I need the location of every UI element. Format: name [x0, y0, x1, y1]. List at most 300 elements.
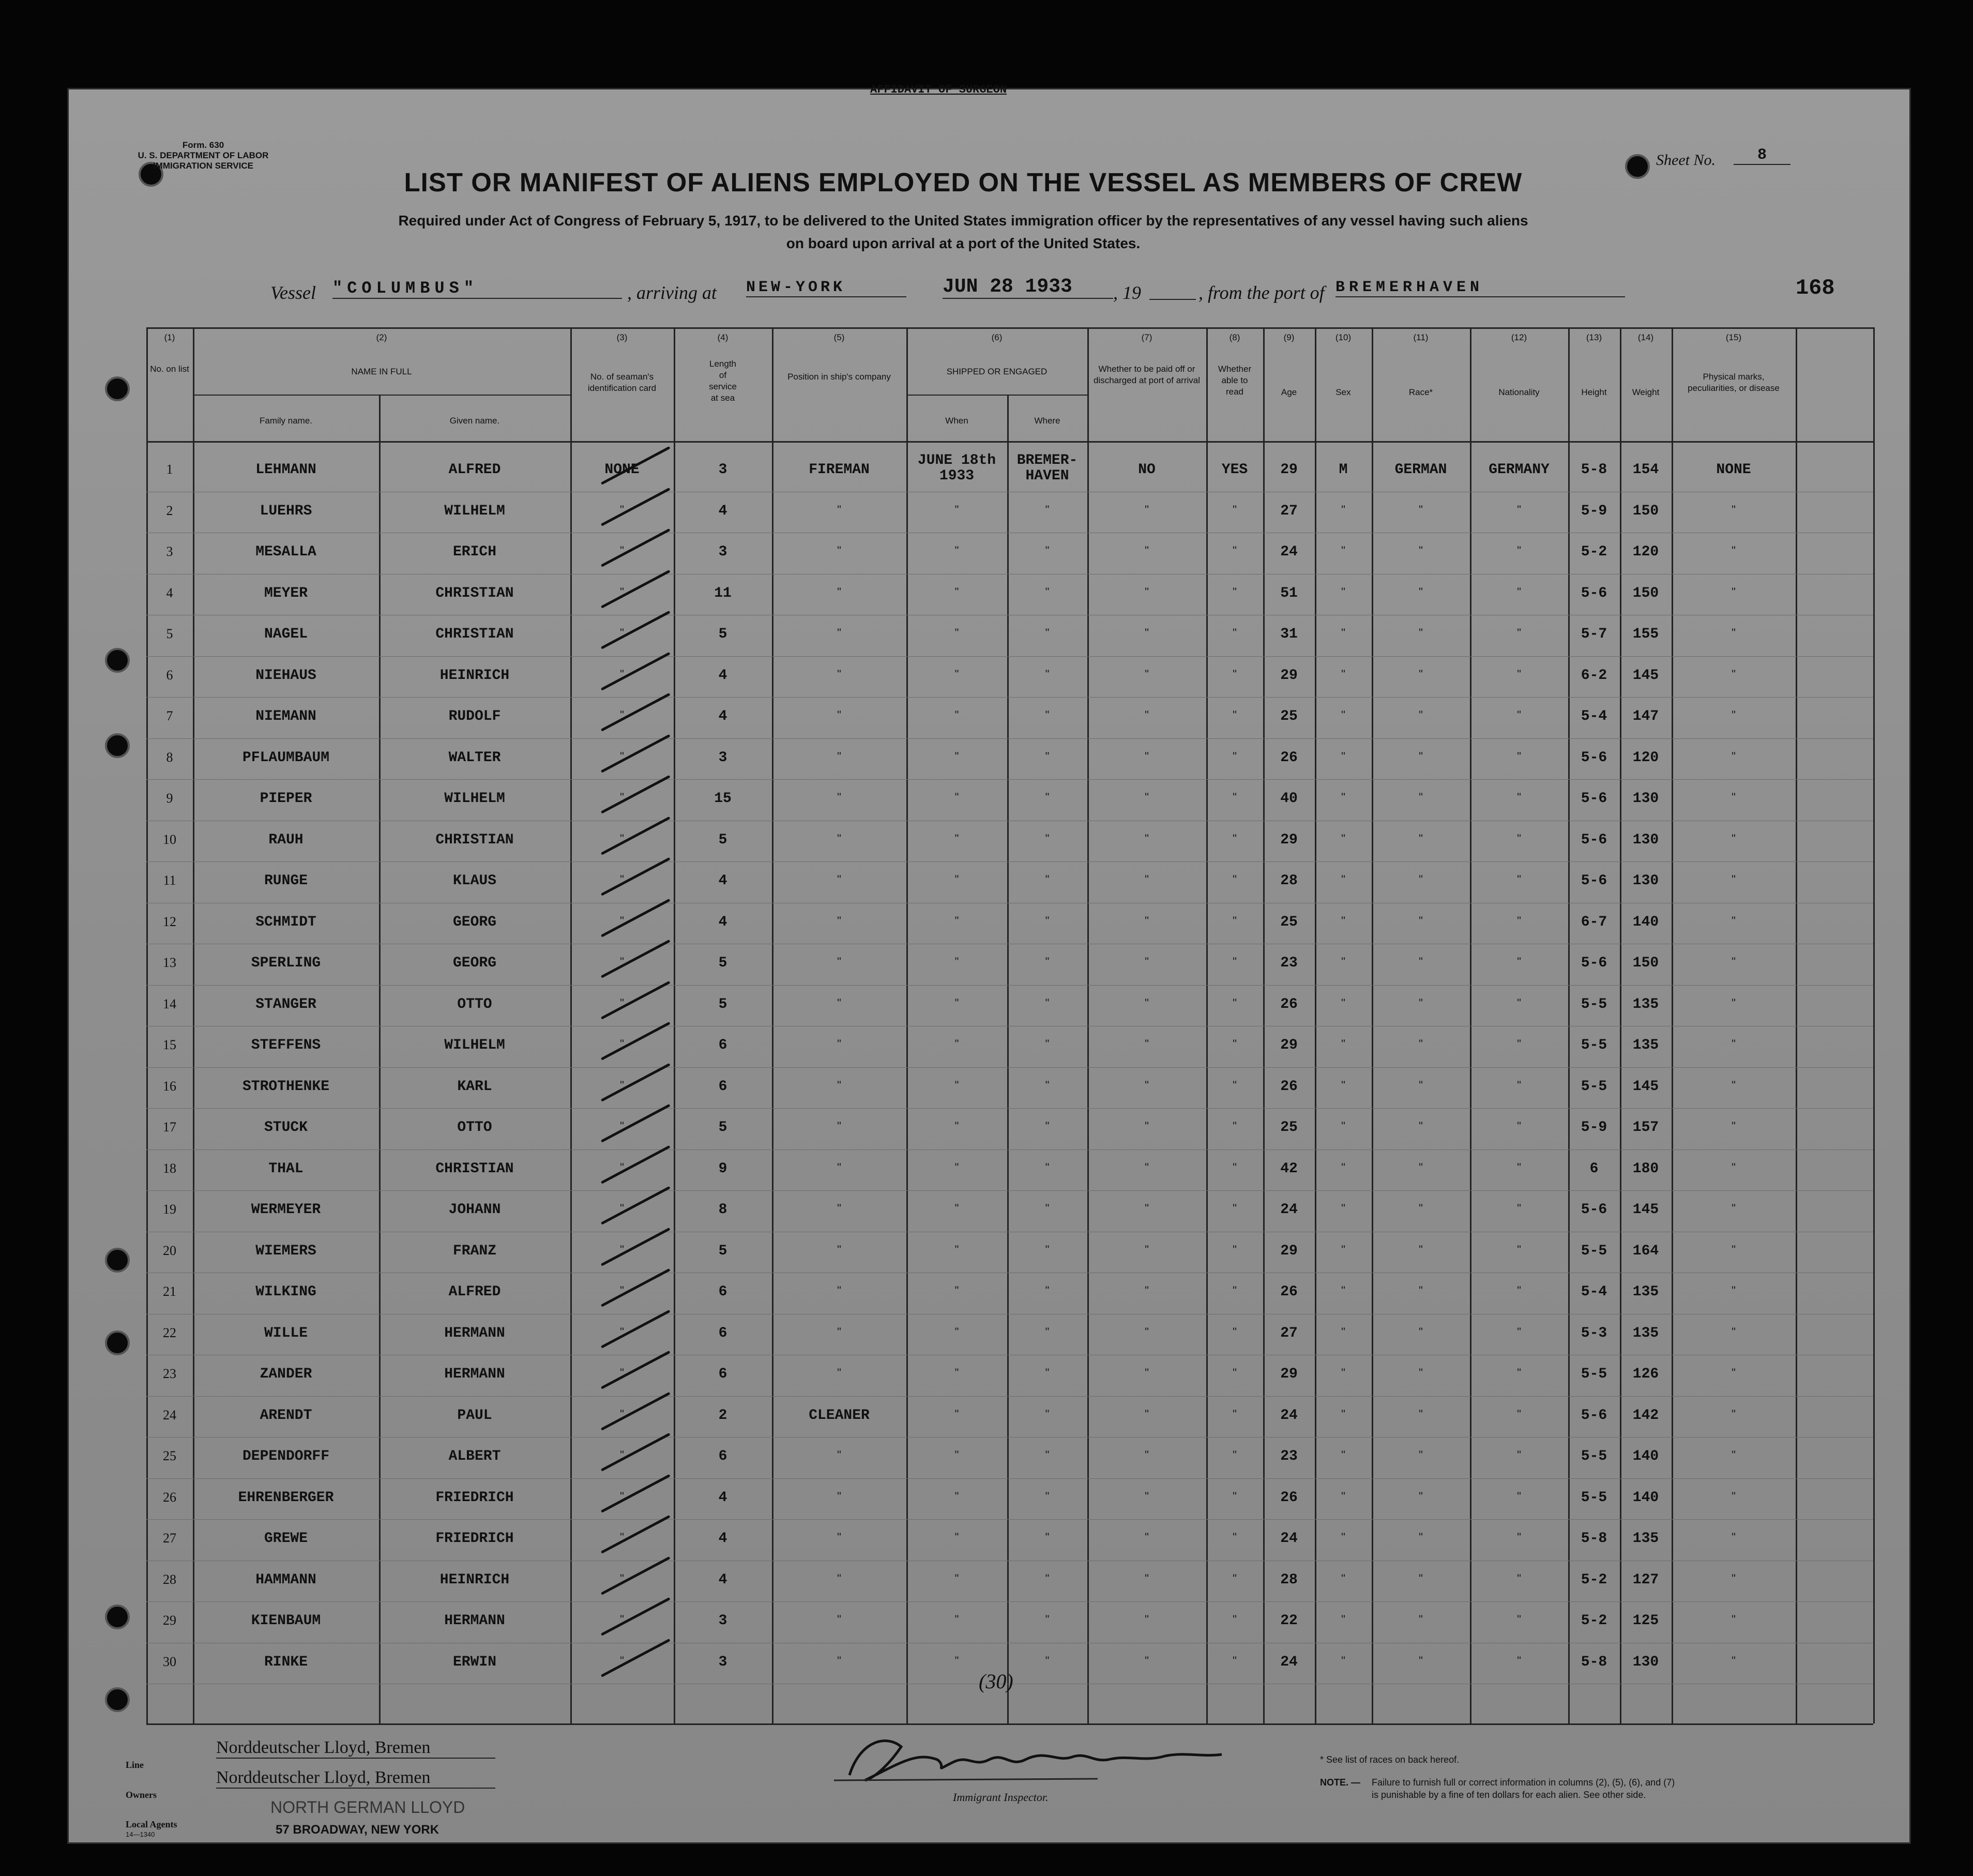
physical-marks: ": [1732, 1489, 1736, 1503]
nationality: ": [1517, 1654, 1521, 1667]
able-to-read: ": [1233, 873, 1237, 886]
family-name: PIEPER: [260, 791, 312, 807]
list-number: 10: [163, 831, 176, 847]
sex: M: [1339, 462, 1348, 478]
id-card: ": [620, 1284, 624, 1297]
shipped-where: ": [1045, 749, 1050, 763]
physical-marks: ": [1732, 1202, 1736, 1215]
weight: 127: [1632, 1571, 1659, 1588]
paid-off: ": [1145, 1654, 1149, 1667]
age: 27: [1280, 1325, 1298, 1341]
owners-value: Norddeutscher Lloyd, Bremen: [216, 1768, 495, 1789]
family-name: RAUH: [268, 831, 303, 848]
service-length: 15: [714, 791, 732, 807]
note-text-2: is punishable by a fine of ten dollars for each alien. See other side.: [1372, 1790, 1646, 1800]
given-name: ALFRED: [448, 1284, 501, 1300]
id-card: ": [620, 1202, 624, 1215]
sex: ": [1341, 626, 1345, 639]
family-name: KIENBAUM: [251, 1613, 321, 1629]
colnum-14: (14): [1637, 332, 1654, 342]
able-to-read: ": [1233, 544, 1237, 557]
nationality: ": [1517, 1448, 1521, 1461]
age: 27: [1280, 503, 1298, 519]
paid-off: ": [1145, 1119, 1149, 1132]
position: ": [837, 1531, 841, 1544]
height: 5-3: [1581, 1325, 1607, 1341]
height: 5-5: [1581, 1489, 1607, 1506]
race: ": [1419, 667, 1423, 680]
nationality: ": [1517, 1531, 1521, 1544]
id-card: ": [620, 1489, 624, 1503]
nationality: ": [1517, 749, 1521, 763]
service-length: 6: [718, 1284, 727, 1300]
family-name: DEPENDORFF: [242, 1448, 330, 1464]
page-title: LIST OR MANIFEST OF ALIENS EMPLOYED ON THE VESSEL AS MEMBERS OF CREW: [404, 168, 1523, 197]
position: CLEANER: [809, 1407, 870, 1424]
list-number: 3: [166, 544, 173, 559]
given-name: FRANZ: [452, 1243, 496, 1259]
colnum-10: (10): [1335, 332, 1352, 342]
shipped-when: ": [954, 1037, 959, 1050]
col-given-name: Given name.: [449, 416, 500, 426]
shipped-where: ": [1045, 1243, 1050, 1256]
id-card: ": [620, 1613, 624, 1626]
inspector-signature: [829, 1731, 1237, 1788]
family-name: WERMEYER: [251, 1202, 321, 1218]
shipped-where: ": [1045, 791, 1050, 804]
owners-label: Owners: [126, 1790, 157, 1800]
age: 28: [1280, 873, 1298, 889]
subtitle-line2: on board upon arrival at a port of the United States.: [786, 235, 1141, 251]
age: 29: [1280, 1366, 1298, 1382]
colnum-6: (6): [991, 332, 1003, 342]
able-to-read: ": [1233, 914, 1237, 927]
height: 5-8: [1581, 1531, 1607, 1547]
nationality: ": [1517, 1078, 1521, 1092]
physical-marks: ": [1732, 996, 1736, 1009]
shipped-when: ": [954, 831, 959, 845]
weight: 140: [1632, 1448, 1659, 1464]
physical-marks: ": [1732, 1448, 1736, 1461]
position: ": [837, 996, 841, 1009]
row-rule: [146, 1108, 1873, 1109]
given-name: GEORG: [452, 955, 496, 971]
able-to-read: ": [1233, 996, 1237, 1009]
height: 5-2: [1581, 544, 1607, 560]
position: ": [837, 708, 841, 721]
family-name: PFLAUMBAUM: [242, 749, 330, 766]
shipped-when: ": [954, 1448, 959, 1461]
shipped-when: ": [954, 1613, 959, 1626]
given-name: OTTO: [457, 1119, 492, 1136]
list-number: 19: [163, 1202, 176, 1217]
physical-marks: ": [1732, 1613, 1736, 1626]
position: ": [837, 1037, 841, 1050]
physical-marks: ": [1732, 626, 1736, 639]
able-to-read: ": [1233, 503, 1237, 516]
able-to-read: ": [1233, 1078, 1237, 1092]
service-length: 4: [718, 1489, 727, 1506]
family-name: NIEMANN: [255, 708, 316, 724]
list-number: 23: [163, 1366, 176, 1381]
vessel-name: "COLUMBUS": [332, 279, 622, 299]
from-port: BREMERHAVEN: [1335, 279, 1625, 297]
family-name: RINKE: [264, 1654, 308, 1670]
position: ": [837, 955, 841, 968]
given-name: KLAUS: [452, 873, 496, 889]
height: 5-6: [1581, 585, 1607, 601]
footnote-races: * See list of races on back hereof.: [1320, 1754, 1460, 1765]
sheet-number: 8: [1734, 146, 1790, 165]
sex: ": [1341, 1366, 1345, 1379]
sex: ": [1341, 667, 1345, 680]
race: ": [1419, 1325, 1423, 1338]
nationality: ": [1517, 1160, 1521, 1174]
sex: ": [1341, 749, 1345, 763]
service-length: 3: [718, 544, 727, 560]
list-number: 8: [166, 749, 173, 765]
service-length: 5: [718, 831, 727, 848]
height: 5-6: [1581, 749, 1607, 766]
physical-marks: ": [1732, 749, 1736, 763]
physical-marks: ": [1732, 873, 1736, 886]
sex: ": [1341, 1489, 1345, 1503]
paid-off: ": [1145, 1243, 1149, 1256]
physical-marks: ": [1732, 503, 1736, 516]
position: ": [837, 1078, 841, 1092]
shipped-when: ": [954, 1160, 959, 1174]
shipped-where: ": [1045, 1571, 1050, 1585]
sex: ": [1341, 831, 1345, 845]
sex: ": [1341, 1119, 1345, 1132]
id-card: ": [620, 626, 624, 639]
list-number: 15: [163, 1037, 176, 1052]
height: 6-7: [1581, 914, 1607, 930]
weight: 130: [1632, 831, 1659, 848]
nationality: ": [1517, 544, 1521, 557]
nationality: ": [1517, 626, 1521, 639]
paid-off: ": [1145, 1571, 1149, 1585]
id-card: ": [620, 791, 624, 804]
sex: ": [1341, 1078, 1345, 1092]
row-rule: [146, 1190, 1873, 1191]
age: 23: [1280, 1448, 1298, 1464]
paid-off: ": [1145, 1489, 1149, 1503]
colnum-12: (12): [1511, 332, 1527, 342]
list-number: 11: [163, 873, 176, 888]
age: 29: [1280, 667, 1298, 684]
shipped-where: BREMER-: [1016, 452, 1078, 468]
shipped-where: ": [1045, 544, 1050, 557]
age: 24: [1280, 544, 1298, 560]
given-name: CHRISTIAN: [435, 1160, 514, 1177]
height: 5-6: [1581, 791, 1607, 807]
sex: ": [1341, 955, 1345, 968]
shipped-when: ": [954, 503, 959, 516]
nationality: ": [1517, 791, 1521, 804]
sex: ": [1341, 1202, 1345, 1215]
weight: 150: [1632, 955, 1659, 971]
id-card: ": [620, 503, 624, 516]
service-length: 5: [718, 626, 727, 642]
paid-off: ": [1145, 1202, 1149, 1215]
service-length: 8: [718, 1202, 727, 1218]
nationality: ": [1517, 1037, 1521, 1050]
crew-table: [69, 89, 1909, 1842]
shipped-where: ": [1045, 1489, 1050, 1503]
race: ": [1419, 1571, 1423, 1585]
position: ": [837, 1119, 841, 1132]
physical-marks: ": [1732, 1160, 1736, 1174]
race: ": [1419, 1284, 1423, 1297]
sex: ": [1341, 585, 1345, 598]
weight: 140: [1632, 914, 1659, 930]
shipped-when: ": [954, 873, 959, 886]
arriving-port: NEW-YORK: [746, 279, 906, 297]
race: ": [1419, 1078, 1423, 1092]
height: 5-9: [1581, 503, 1607, 519]
col-paid-off: Whether to be paid off or discharged at port of arrival: [1094, 364, 1200, 385]
weight: 147: [1632, 708, 1659, 724]
age: 51: [1280, 585, 1298, 601]
family-name: EHRENBERGER: [238, 1489, 334, 1506]
col-weight: Weight: [1632, 387, 1660, 397]
shipped-when: ": [954, 749, 959, 763]
given-name: GEORG: [452, 914, 496, 930]
race: ": [1419, 791, 1423, 804]
list-number: 4: [166, 585, 173, 600]
given-name: PAUL: [457, 1407, 492, 1424]
shipped-where: ": [1045, 1613, 1050, 1626]
shipped-when: ": [954, 626, 959, 639]
able-to-read: YES: [1221, 462, 1248, 478]
list-number: 6: [166, 667, 173, 683]
age: 25: [1280, 1119, 1298, 1136]
height: 5-2: [1581, 1613, 1607, 1629]
form-code: 14—1340: [126, 1830, 155, 1838]
nationality: ": [1517, 708, 1521, 721]
given-name: WILHELM: [444, 503, 505, 519]
height: 5-2: [1581, 1571, 1607, 1588]
weight: 135: [1632, 1037, 1659, 1053]
position: ": [837, 749, 841, 763]
family-name: STROTHENKE: [242, 1078, 330, 1095]
weight: 126: [1632, 1366, 1659, 1382]
age: 26: [1280, 749, 1298, 766]
nationality: ": [1517, 1202, 1521, 1215]
service-length: 3: [718, 1613, 727, 1629]
nationality: ": [1517, 914, 1521, 927]
shipped-when: ": [954, 1325, 959, 1338]
able-to-read: ": [1233, 1243, 1237, 1256]
col-shipped: SHIPPED OR ENGAGED: [946, 367, 1048, 376]
race: ": [1419, 1160, 1423, 1174]
row-rule: [146, 1601, 1873, 1602]
colnum-1: (1): [164, 332, 175, 342]
department: U. S. DEPARTMENT OF LABOR: [138, 150, 269, 160]
position: ": [837, 1571, 841, 1585]
weight: 155: [1632, 626, 1659, 642]
sex: ": [1341, 873, 1345, 886]
shipped-when: ": [954, 667, 959, 680]
position: ": [837, 1284, 841, 1297]
id-card: ": [620, 1243, 624, 1256]
nationality: ": [1517, 873, 1521, 886]
weight: 135: [1632, 1325, 1659, 1341]
race: ": [1419, 626, 1423, 639]
given-name: HERMANN: [444, 1613, 505, 1629]
service-length: 3: [718, 462, 727, 478]
able-to-read: ": [1233, 791, 1237, 804]
list-number: 16: [163, 1078, 176, 1094]
id-card: ": [620, 1448, 624, 1461]
service-length: 5: [718, 1119, 727, 1136]
shipped-where: ": [1045, 503, 1050, 516]
shipped-where: ": [1045, 914, 1050, 927]
id-card: ": [620, 955, 624, 968]
service: IMMIGRATION SERVICE: [153, 161, 253, 171]
race: ": [1419, 1489, 1423, 1503]
nationality: GERMANY: [1489, 462, 1550, 478]
weight: 157: [1632, 1119, 1659, 1136]
physical-marks: ": [1732, 1078, 1736, 1092]
position: ": [837, 1654, 841, 1667]
nationality: ": [1517, 1284, 1521, 1297]
race: ": [1419, 1531, 1423, 1544]
weight: 125: [1632, 1613, 1659, 1629]
shipped-when: ": [954, 585, 959, 598]
position: ": [837, 1160, 841, 1174]
id-card: ": [620, 749, 624, 763]
position: ": [837, 1448, 841, 1461]
nationality: ": [1517, 1489, 1521, 1503]
list-number: 9: [166, 791, 173, 806]
family-name: NIEHAUS: [255, 667, 316, 684]
family-name: MEYER: [264, 585, 308, 601]
nationality: ": [1517, 1119, 1521, 1132]
col-shipped-where: Where: [1034, 416, 1060, 426]
position: ": [837, 873, 841, 886]
age: 26: [1280, 996, 1298, 1012]
id-card: ": [620, 1037, 624, 1050]
list-number: 12: [163, 914, 176, 929]
given-name: KARL: [457, 1078, 492, 1095]
family-name: ARENDT: [260, 1407, 312, 1424]
physical-marks: ": [1732, 1325, 1736, 1338]
agents-label: Local Agents: [126, 1819, 177, 1829]
col-list-no: No. on list: [150, 364, 189, 374]
physical-marks: ": [1732, 1366, 1736, 1379]
age: 23: [1280, 955, 1298, 971]
line-label: Line: [126, 1760, 144, 1770]
shipped-where: ": [1045, 873, 1050, 886]
weight: 145: [1632, 1202, 1659, 1218]
height: 5-4: [1581, 708, 1607, 724]
col-position: Position in ship's company: [787, 372, 891, 382]
family-name: THAL: [268, 1160, 303, 1177]
date-stamp: JUN 28 1933: [943, 276, 1113, 299]
shipped-where: ": [1045, 996, 1050, 1009]
service-length: 4: [718, 708, 727, 724]
from-label: , from the port of: [1198, 282, 1325, 303]
id-card: ": [620, 667, 624, 680]
colnum-13: (13): [1586, 332, 1602, 342]
shipped-where: ": [1045, 626, 1050, 639]
height: 6-2: [1581, 667, 1607, 684]
inspector-label: Immigrant Inspector.: [953, 1791, 1049, 1804]
service-length: 5: [718, 955, 727, 971]
list-number: 20: [163, 1243, 176, 1258]
sex: ": [1341, 544, 1345, 557]
physical-marks: ": [1732, 667, 1736, 680]
shipped-where: ": [1045, 585, 1050, 598]
shipped-where: ": [1045, 1325, 1050, 1338]
weight: 145: [1632, 667, 1659, 684]
id-card: ": [620, 708, 624, 721]
position: ": [837, 503, 841, 516]
row-rule: [146, 1149, 1873, 1150]
family-name: RUNGE: [264, 873, 308, 889]
id-card: ": [620, 1366, 624, 1379]
physical-marks: ": [1732, 1407, 1736, 1420]
sex: ": [1341, 1531, 1345, 1544]
shipped-where: ": [1045, 1654, 1050, 1667]
colnum-7: (7): [1141, 332, 1152, 342]
family-name: STEFFENS: [251, 1037, 321, 1053]
shipped-when: 1933: [939, 468, 975, 484]
id-card: ": [620, 1325, 624, 1338]
nationality: ": [1517, 1325, 1521, 1338]
id-card: ": [620, 996, 624, 1009]
weight: 130: [1632, 873, 1659, 889]
physical-marks: ": [1732, 544, 1736, 557]
able-to-read: ": [1233, 1571, 1237, 1585]
paid-off: ": [1145, 749, 1149, 763]
weight: 130: [1632, 791, 1659, 807]
paid-off: ": [1145, 503, 1149, 516]
paid-off: ": [1145, 831, 1149, 845]
paid-off: ": [1145, 996, 1149, 1009]
id-card: NONE: [604, 462, 640, 478]
row-rule: [146, 697, 1873, 698]
weight: 145: [1632, 1078, 1659, 1095]
age: 26: [1280, 1489, 1298, 1506]
row-rule: [146, 1396, 1873, 1397]
age: 24: [1280, 1654, 1298, 1670]
col-shipped-when: When: [945, 416, 968, 426]
nationality: ": [1517, 996, 1521, 1009]
race: ": [1419, 873, 1423, 886]
shipped-where: ": [1045, 667, 1050, 680]
position: ": [837, 626, 841, 639]
shipped-when: ": [954, 708, 959, 721]
service-length: 6: [718, 1078, 727, 1095]
paid-off: ": [1145, 585, 1149, 598]
nationality: ": [1517, 1613, 1521, 1626]
height: 5-5: [1581, 996, 1607, 1012]
col-age: Age: [1281, 387, 1297, 397]
able-to-read: ": [1233, 1202, 1237, 1215]
race: ": [1419, 1243, 1423, 1256]
shipped-when: ": [954, 955, 959, 968]
physical-marks: ": [1732, 955, 1736, 968]
position: ": [837, 544, 841, 557]
race: GERMAN: [1394, 462, 1447, 478]
given-name: FRIEDRICH: [435, 1531, 514, 1547]
sex: ": [1341, 1613, 1345, 1626]
physical-marks: ": [1732, 831, 1736, 845]
age: 25: [1280, 708, 1298, 724]
